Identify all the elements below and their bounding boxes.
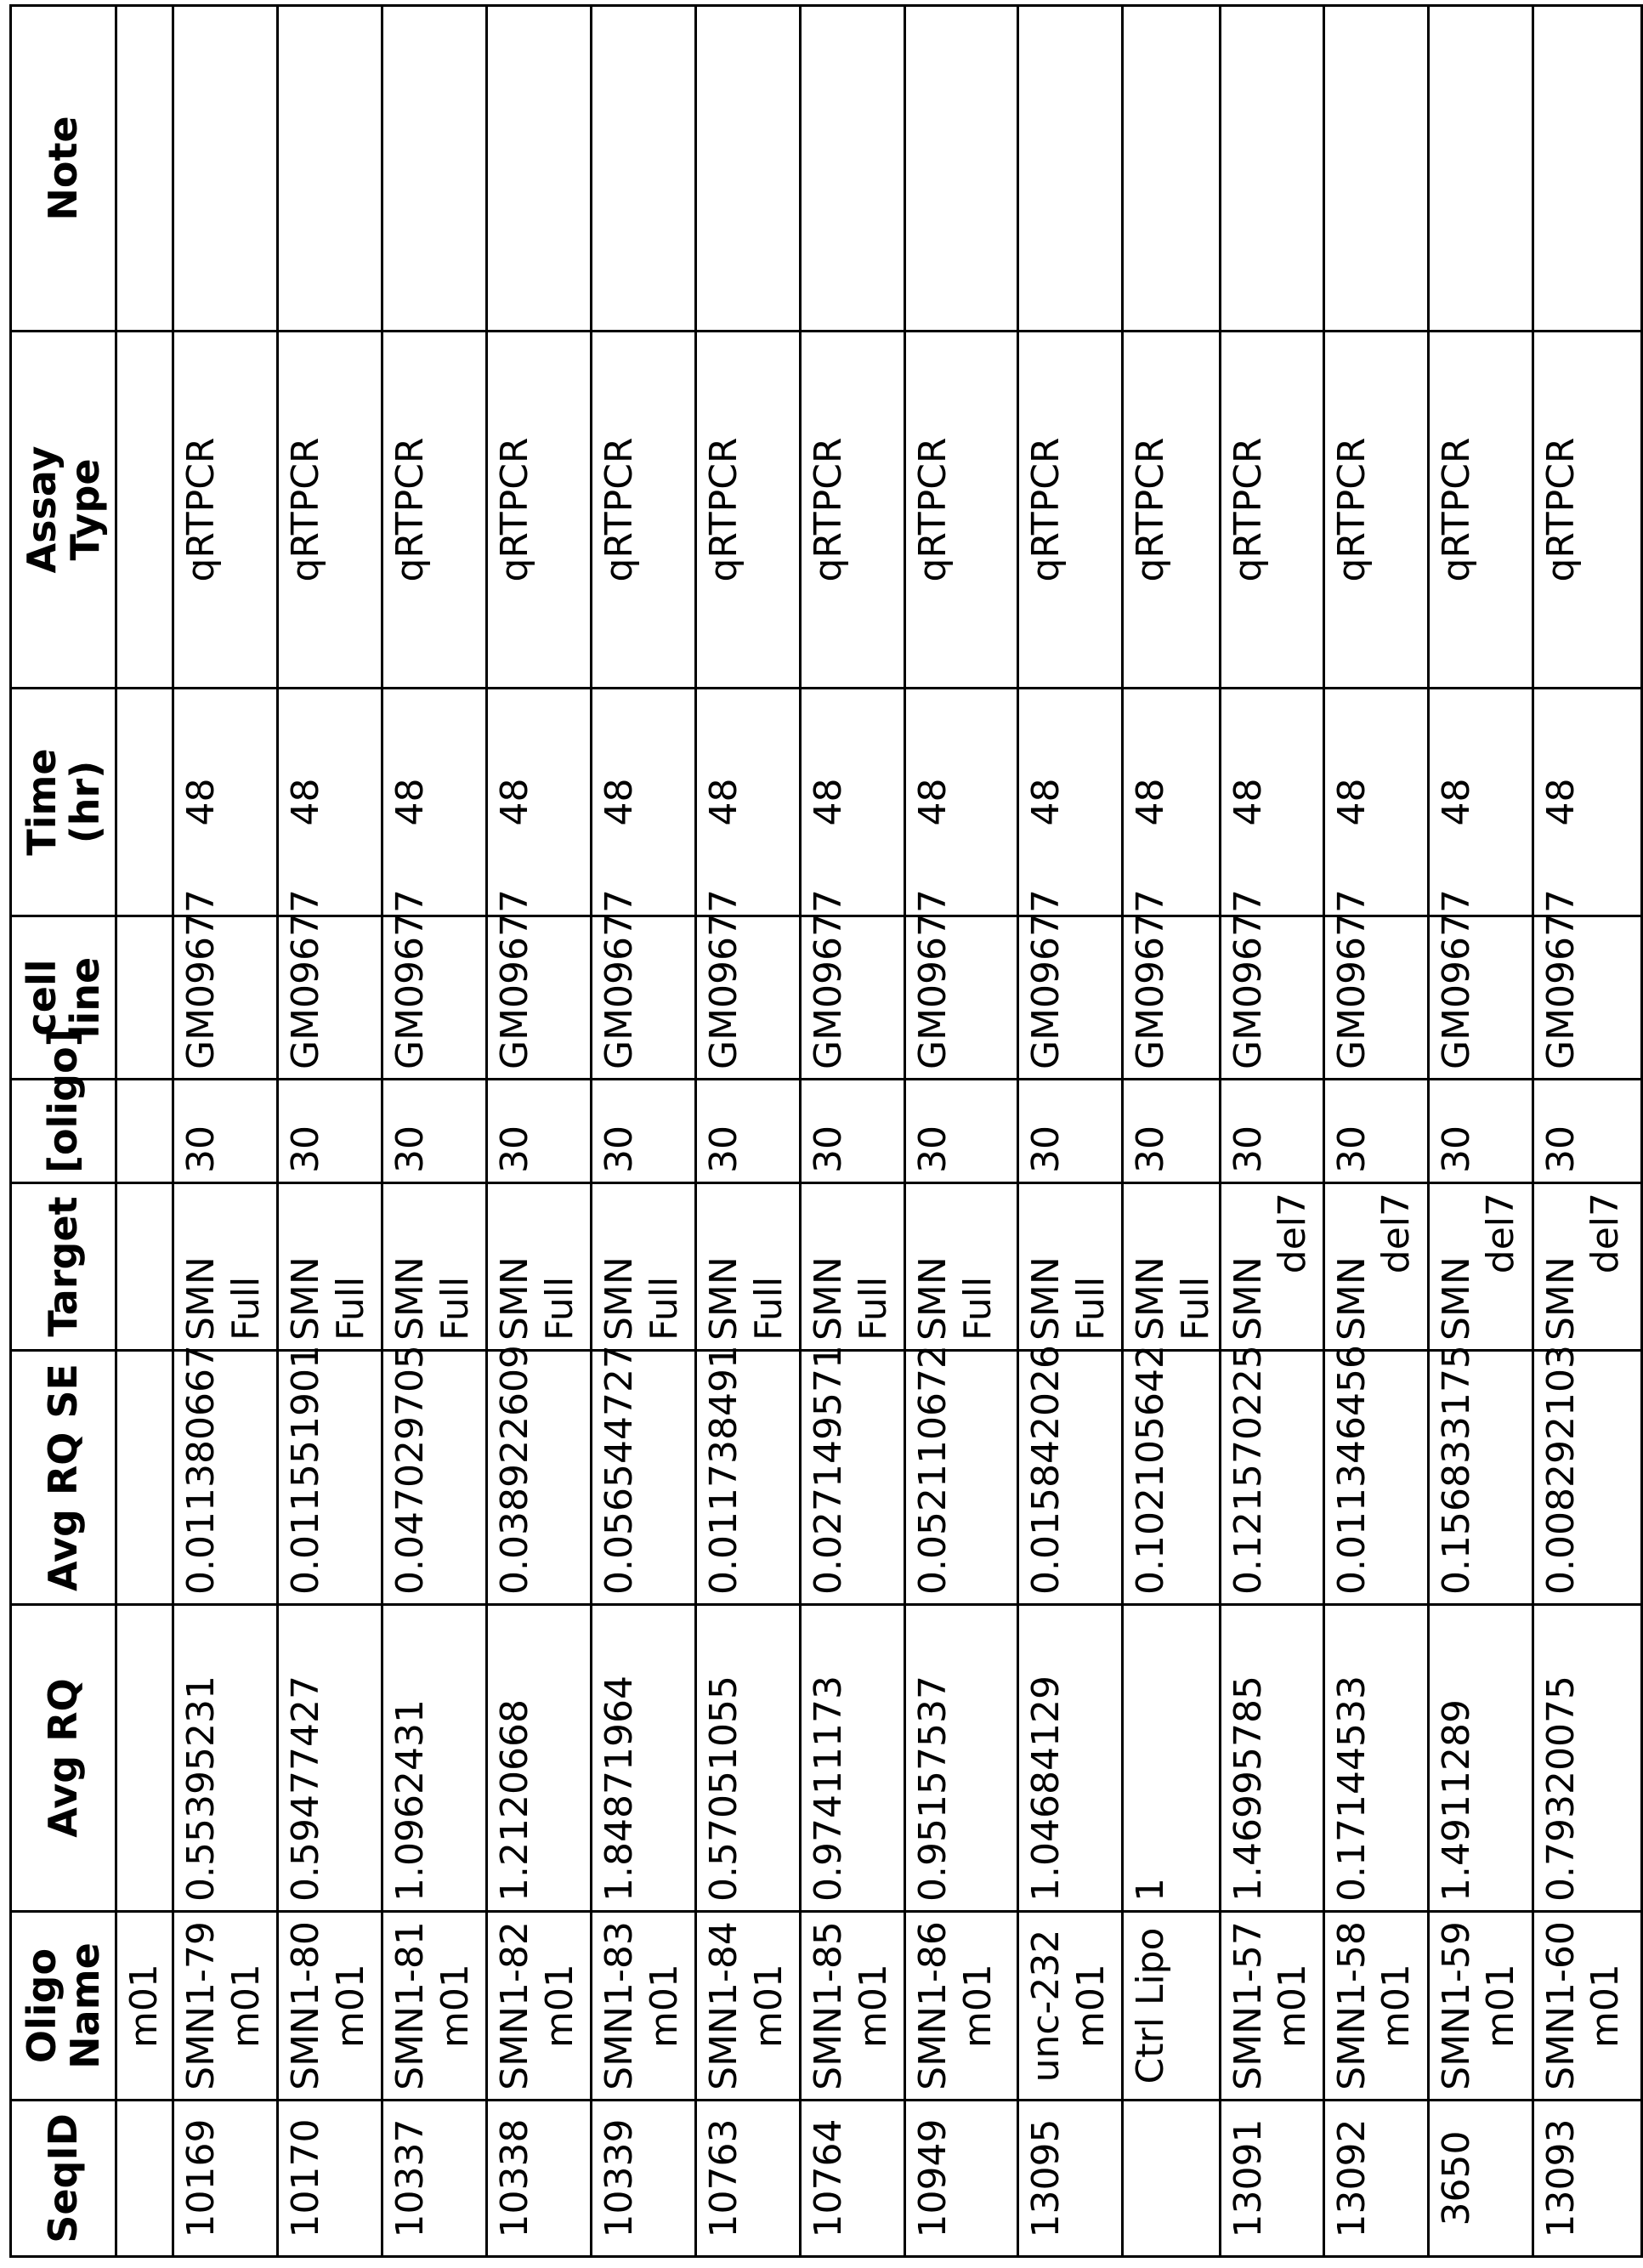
header-oligo-name: Oligo Name	[11, 1912, 116, 2101]
cell-time: 48	[696, 689, 801, 916]
cell-target: SMN Full	[1018, 1183, 1123, 1351]
cell-oligo-conc: 30	[278, 1080, 382, 1183]
cell-time	[116, 689, 173, 916]
cell-time: 48	[173, 689, 278, 916]
cell-avg-rq: 1.04684129	[1018, 1605, 1123, 1912]
cell-oligo-conc: 30	[1533, 1080, 1641, 1183]
table-row	[1220, 6, 1323, 2257]
cell-target: SMN Full	[801, 1183, 905, 1351]
cell-cell-line: GM09677	[592, 916, 696, 1080]
header-note: Note	[11, 6, 116, 332]
cell-avg-rq-se: 0.011738491	[696, 1351, 801, 1605]
cell-time: 48	[1220, 689, 1323, 916]
cell-oligo-conc: 30	[1123, 1080, 1221, 1183]
cell-oligo-name: SMN1-86 m01	[905, 1912, 1018, 2101]
cell-time: 48	[382, 689, 487, 916]
cell-assay-type: qRTPCR	[173, 332, 278, 689]
cell-target: SMN Full	[905, 1183, 1018, 1351]
cell-oligo-name: SMN1-79 m01	[173, 1912, 278, 2101]
cell-avg-rq-se: 0.011380667	[173, 1351, 278, 1605]
cell-oligo-name: SMN1-82 m01	[487, 1912, 592, 2101]
table-body	[116, 6, 1642, 2257]
header-assay-type: Assay Type	[11, 332, 116, 689]
cell-assay-type	[116, 332, 173, 689]
header-avg-rq-se: Avg RQ SE	[11, 1351, 116, 1605]
cell-note	[1533, 6, 1641, 332]
cell-assay-type: qRTPCR	[382, 332, 487, 689]
table-row	[1323, 6, 1428, 2257]
cell-avg-rq-se: 0.047029705	[382, 1351, 487, 1605]
cell-cell-line: GM09677	[1533, 916, 1641, 1080]
cell-seq-id: 10949	[905, 2101, 1018, 2257]
cell-oligo-name: SMN1-84 m01	[696, 1912, 801, 2101]
cell-avg-rq: 1.4911289	[1428, 1605, 1533, 1912]
header-avg-rq: Avg RQ	[11, 1605, 116, 1912]
cell-assay-type: qRTPCR	[1323, 332, 1428, 689]
table-row	[1533, 6, 1641, 2257]
cell-time: 48	[1428, 689, 1533, 916]
cell-oligo-name: Ctrl Lipo	[1123, 1912, 1221, 2101]
cell-seq-id: 10339	[592, 2101, 696, 2257]
cell-target: SMN Full	[1123, 1183, 1221, 1351]
cell-target: SMN del7	[1428, 1183, 1533, 1351]
cell-oligo-name: SMN1-60 m01	[1533, 1912, 1641, 2101]
cell-avg-rq: 1.46995785	[1220, 1605, 1323, 1912]
cell-oligo-conc: 30	[487, 1080, 592, 1183]
cell-avg-rq: 0.17144533	[1323, 1605, 1428, 1912]
cell-avg-rq	[116, 1605, 173, 1912]
cell-oligo-name: SMN1-57 m01	[1220, 1912, 1323, 2101]
cell-avg-rq-se: 0.102105642	[1123, 1351, 1221, 1605]
cell-oligo-name: m01	[116, 1912, 173, 2101]
header-seq-id: SeqID	[11, 2101, 116, 2257]
table-row	[905, 6, 1018, 2257]
cell-avg-rq-se: 0.027149571	[801, 1351, 905, 1605]
cell-time: 48	[278, 689, 382, 916]
cell-oligo-name: SMN1-85 m01	[801, 1912, 905, 2101]
cell-assay-type: qRTPCR	[1220, 332, 1323, 689]
cell-avg-rq: 1.0962431	[382, 1605, 487, 1912]
cell-target: SMN Full	[592, 1183, 696, 1351]
cell-seq-id: 10764	[801, 2101, 905, 2257]
cell-assay-type: qRTPCR	[1018, 332, 1123, 689]
cell-avg-rq: 0.59477427	[278, 1605, 382, 1912]
cell-assay-type: qRTPCR	[1123, 332, 1221, 689]
cell-oligo-name: SMN1-59 m01	[1428, 1912, 1533, 2101]
cell-target: SMN del7	[1533, 1183, 1641, 1351]
cell-oligo-name: SMN1-83 m01	[592, 1912, 696, 2101]
cell-time: 48	[1323, 689, 1428, 916]
cell-oligo-conc: 30	[801, 1080, 905, 1183]
cell-avg-rq-se: 0.121570225	[1220, 1351, 1323, 1605]
table-row	[696, 6, 801, 2257]
cell-note	[278, 6, 382, 332]
cell-note	[173, 6, 278, 332]
cell-avg-rq: 0.79320075	[1533, 1605, 1641, 1912]
table-row	[1428, 6, 1533, 2257]
cell-seq-id	[1123, 2101, 1221, 2257]
cell-assay-type: qRTPCR	[696, 332, 801, 689]
cell-avg-rq-se: 0.052110672	[905, 1351, 1018, 1605]
cell-seq-id: 10338	[487, 2101, 592, 2257]
cell-seq-id: 13091	[1220, 2101, 1323, 2257]
cell-target: SMN Full	[696, 1183, 801, 1351]
cell-oligo-conc: 30	[1018, 1080, 1123, 1183]
table-row	[173, 6, 278, 2257]
header-cell-line: cell line	[11, 916, 116, 1080]
cell-assay-type: qRTPCR	[905, 332, 1018, 689]
cell-note	[382, 6, 487, 332]
cell-cell-line: GM09677	[801, 916, 905, 1080]
cell-oligo-conc: 30	[1323, 1080, 1428, 1183]
cell-target: SMN del7	[1220, 1183, 1323, 1351]
cell-target: SMN Full	[382, 1183, 487, 1351]
cell-target: SMN del7	[1323, 1183, 1428, 1351]
cell-target: SMN Full	[487, 1183, 592, 1351]
table-row	[592, 6, 696, 2257]
table-row	[1018, 6, 1123, 2257]
cell-oligo-conc: 30	[382, 1080, 487, 1183]
cell-assay-type: qRTPCR	[592, 332, 696, 689]
continuation-row	[116, 6, 173, 2257]
cell-seq-id: 10763	[696, 2101, 801, 2257]
cell-cell-line: GM09677	[1323, 916, 1428, 1080]
cell-time: 48	[487, 689, 592, 916]
cell-avg-rq: 1	[1123, 1605, 1221, 1912]
table-row	[278, 6, 382, 2257]
cell-cell-line: GM09677	[1018, 916, 1123, 1080]
cell-note	[1220, 6, 1323, 332]
cell-assay-type: qRTPCR	[801, 332, 905, 689]
cell-note	[696, 6, 801, 332]
cell-seq-id: 10170	[278, 2101, 382, 2257]
cell-seq-id: 13093	[1533, 2101, 1641, 2257]
header-row	[11, 6, 116, 2257]
cell-avg-rq-se: 0.008292103	[1533, 1351, 1641, 1605]
header-target: Target	[11, 1183, 116, 1351]
cell-time: 48	[801, 689, 905, 916]
cell-avg-rq-se: 0.011346456	[1323, 1351, 1428, 1605]
cell-note	[1323, 6, 1428, 332]
cell-oligo-name: SMN1-58 m01	[1323, 1912, 1428, 2101]
cell-assay-type: qRTPCR	[1428, 332, 1533, 689]
cell-target: SMN Full	[278, 1183, 382, 1351]
cell-seq-id: 10337	[382, 2101, 487, 2257]
cell-assay-type: qRTPCR	[1533, 332, 1641, 689]
cell-oligo-conc: 30	[696, 1080, 801, 1183]
cell-target	[116, 1183, 173, 1351]
results-table	[9, 4, 1643, 2258]
cell-note	[116, 6, 173, 332]
cell-seq-id: 10169	[173, 2101, 278, 2257]
cell-target: SMN Full	[173, 1183, 278, 1351]
cell-cell-line: GM09677	[278, 916, 382, 1080]
cell-avg-rq-se: 0.056544727	[592, 1351, 696, 1605]
cell-time: 48	[1123, 689, 1221, 916]
cell-seq-id: 3650	[1428, 2101, 1533, 2257]
cell-cell-line: GM09677	[1123, 916, 1221, 1080]
cell-cell-line: GM09677	[905, 916, 1018, 1080]
cell-oligo-name: SMN1-80 m01	[278, 1912, 382, 2101]
table-row	[382, 6, 487, 2257]
table-row	[801, 6, 905, 2257]
cell-seq-id: 13092	[1323, 2101, 1428, 2257]
cell-assay-type: qRTPCR	[278, 332, 382, 689]
table-row	[487, 6, 592, 2257]
cell-time: 48	[905, 689, 1018, 916]
cell-oligo-name: unc-232 m01	[1018, 1912, 1123, 2101]
cell-note	[592, 6, 696, 332]
cell-note	[487, 6, 592, 332]
cell-avg-rq-se	[116, 1351, 173, 1605]
cell-avg-rq: 0.57051055	[696, 1605, 801, 1912]
cell-avg-rq: 1.2120668	[487, 1605, 592, 1912]
cell-oligo-name: SMN1-81 m01	[382, 1912, 487, 2101]
cell-cell-line: GM09677	[1428, 916, 1533, 1080]
cell-avg-rq-se: 0.011551901	[278, 1351, 382, 1605]
header-time: Time (hr)	[11, 689, 116, 916]
cell-note	[1018, 6, 1123, 332]
cell-oligo-conc: 30	[1220, 1080, 1323, 1183]
cell-avg-rq: 0.55395231	[173, 1605, 278, 1912]
cell-seq-id	[116, 2101, 173, 2257]
cell-oligo-conc: 30	[592, 1080, 696, 1183]
cell-avg-rq: 0.95157537	[905, 1605, 1018, 1912]
cell-note	[1123, 6, 1221, 332]
cell-cell-line: GM09677	[382, 916, 487, 1080]
cell-oligo-conc: 30	[1428, 1080, 1533, 1183]
cell-time: 48	[1533, 689, 1641, 916]
cell-avg-rq: 0.97411173	[801, 1605, 905, 1912]
cell-oligo-conc: 30	[173, 1080, 278, 1183]
cell-oligo-conc: 30	[905, 1080, 1018, 1183]
cell-cell-line: GM09677	[173, 916, 278, 1080]
cell-oligo-conc	[116, 1080, 173, 1183]
cell-time: 48	[592, 689, 696, 916]
cell-note	[1428, 6, 1533, 332]
cell-cell-line: GM09677	[696, 916, 801, 1080]
header-oligo-conc: [oligo]	[11, 1080, 116, 1183]
cell-assay-type: qRTPCR	[487, 332, 592, 689]
cell-cell-line	[116, 916, 173, 1080]
cell-cell-line: GM09677	[487, 916, 592, 1080]
cell-avg-rq-se: 0.015842026	[1018, 1351, 1123, 1605]
cell-avg-rq-se: 0.156833175	[1428, 1351, 1533, 1605]
cell-note	[801, 6, 905, 332]
cell-avg-rq-se: 0.038922609	[487, 1351, 592, 1605]
rotated-table-frame	[9, 7, 1628, 2258]
cell-seq-id: 13095	[1018, 2101, 1123, 2257]
table-row	[1123, 6, 1221, 2257]
cell-avg-rq: 1.84871964	[592, 1605, 696, 1912]
cell-cell-line: GM09677	[1220, 916, 1323, 1080]
cell-note	[905, 6, 1018, 332]
cell-time: 48	[1018, 689, 1123, 916]
